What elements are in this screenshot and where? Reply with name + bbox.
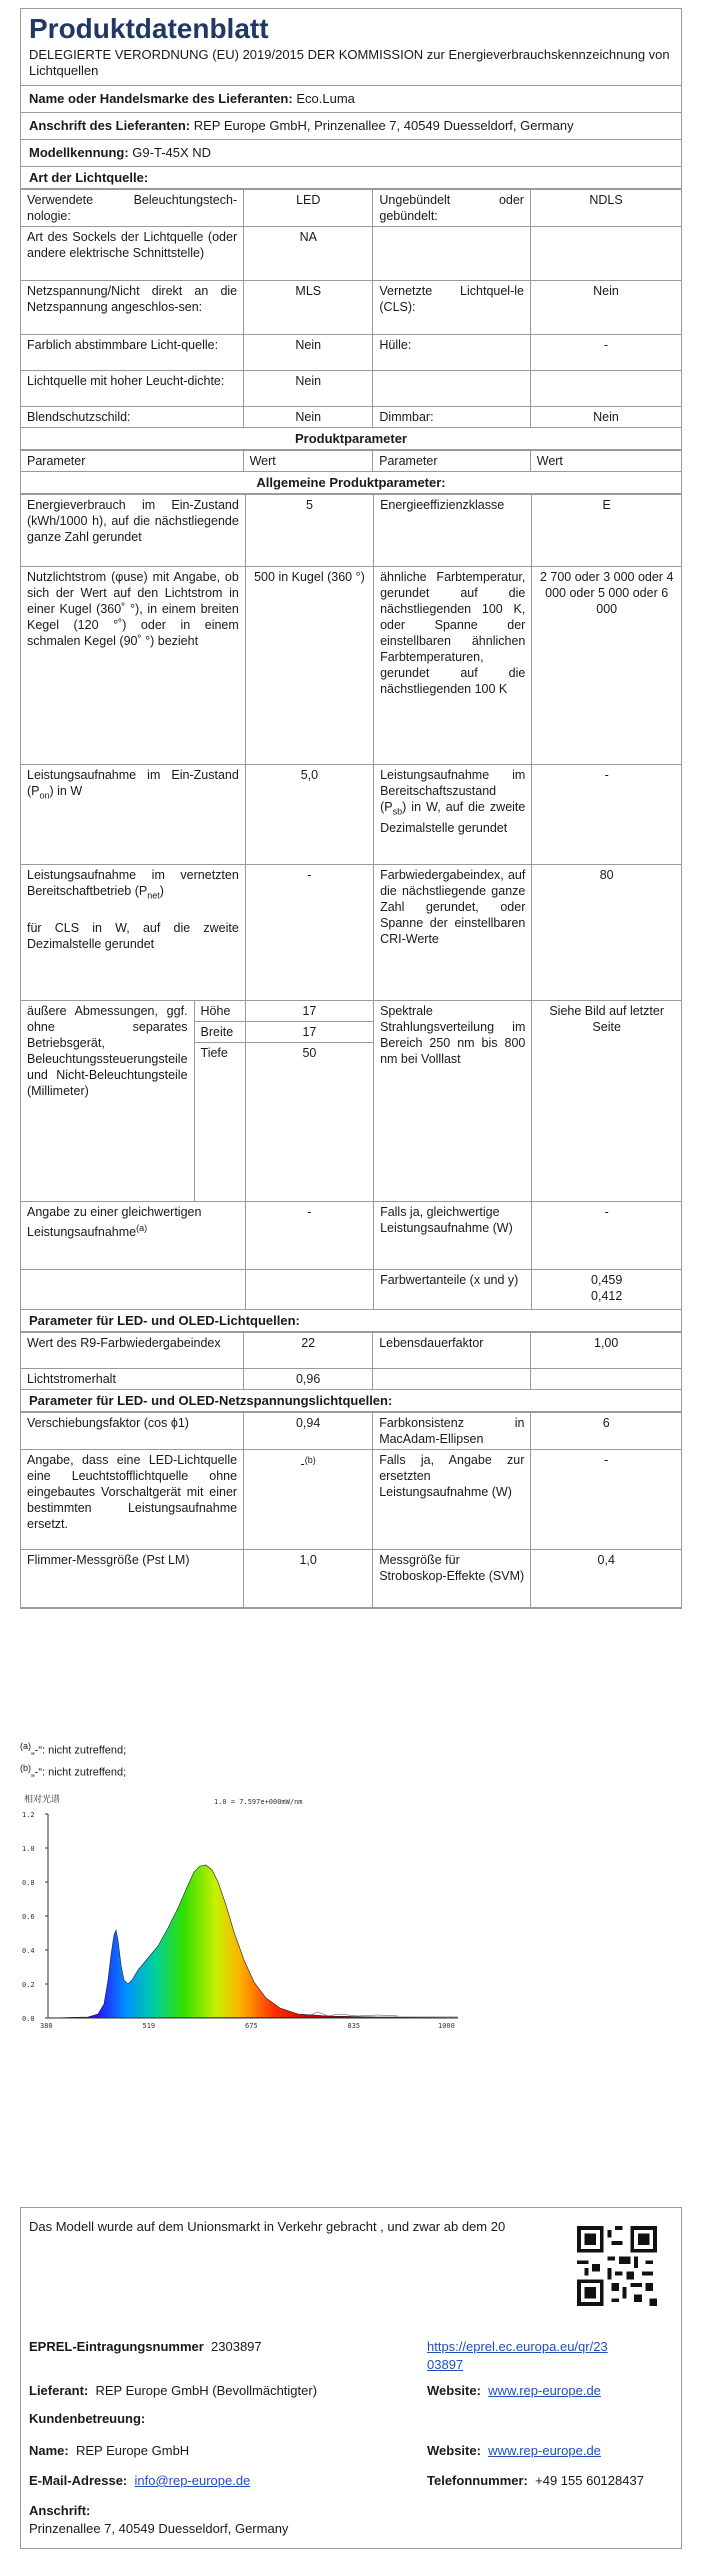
energy-class-label: Energieeffizienzklasse (374, 495, 532, 567)
x-tick-label: 519 (142, 2022, 156, 2030)
footer-website: Website: www.rep-europe.de (427, 2383, 601, 2398)
dimensions-label: äußere Abmessungen, ggf. ohne separates Betriebsgerät, Beleuchtungssteuerungsteile und Nicht-Beleuchtungsteile (Millimeter) (21, 1001, 194, 1201)
cri-label: Farbwiedergabeindex, auf die nächstliegende ganze Zahl gerundet, oder Spanne der einstellbaren CRI-Werte (374, 865, 532, 1001)
energy-class-value: E (532, 495, 681, 567)
type-value: Nein (244, 335, 373, 371)
power-net-value: - (245, 865, 373, 1001)
type-label: Netzspannung/Nicht direkt an die Netzspannung angeschlos-sen: (21, 281, 244, 335)
x-tick-label: 380 (40, 2022, 53, 2030)
spectral-distribution-value: Siehe Bild auf letzter Seite (532, 1001, 681, 1202)
table-row (21, 407, 681, 428)
parameter-header-table (21, 450, 681, 472)
flux-maintenance-value: 0,96 (244, 1369, 373, 1390)
email-link[interactable]: info@rep-europe.de (134, 2473, 251, 2488)
table-row (21, 567, 681, 765)
flicker-value: 1,0 (244, 1550, 373, 1608)
support-website-link[interactable]: www.rep-europe.de (488, 2443, 601, 2458)
replaced-power-label: Falls ja, Angabe zur ersetzten Leistungsaufnahme (W) (373, 1450, 531, 1550)
supplier-value: Eco.Luma (296, 91, 355, 106)
replaced-power-value: - (531, 1450, 681, 1550)
table-row (21, 1270, 681, 1310)
address-row (21, 113, 681, 140)
column-header: Wert (530, 451, 681, 472)
y-tick-label: 0.2 (22, 1981, 35, 1989)
x-ticks (40, 2022, 455, 2030)
type-value-2 (530, 227, 681, 281)
type-value-2: Nein (530, 407, 681, 428)
stroboscopic-label: Messgröße für Stroboskop-Effekte (SVM) (373, 1550, 531, 1608)
displacement-factor-value: 0,94 (244, 1413, 373, 1450)
support-name: Name: REP Europe GmbH (29, 2443, 190, 2458)
power-standby-value: - (532, 765, 681, 865)
table-row (21, 451, 681, 472)
y-tick-label: 0.6 (22, 1913, 35, 1921)
table-row (21, 1202, 681, 1270)
type-label: Lichtquelle mit hoher Leucht-dichte: (21, 371, 244, 407)
support-address: Anschrift: Prinzenallee 7, 40549 Duesseldorf, Germany (29, 2503, 289, 2536)
r9-label: Wert des R9-Farbwiedergabeindex (21, 1333, 244, 1369)
table-row (21, 335, 681, 371)
type-value: NA (244, 227, 373, 281)
equivalent-power-value-2: - (532, 1202, 681, 1270)
lifetime-factor-label: Lebensdauerfaktor (373, 1333, 531, 1369)
displacement-factor-label: Verschiebungsfaktor (cos ϕ1) (21, 1413, 244, 1450)
dimensions-cell (21, 1001, 245, 1202)
type-value-2 (530, 371, 681, 407)
color-temperature-label: ähnliche Farbtemperatur, gerundet auf die nächstliegenden 100 K, oder Spanne der einstellbaren ähnlichen Farbtemperaturen, gerundet auf die nächstliegenden 100 K (374, 567, 532, 765)
address-label: Anschrift des Lieferanten: (29, 118, 191, 133)
website-link[interactable]: www.rep-europe.de (488, 2383, 601, 2398)
power-on-value: 5,0 (245, 765, 373, 865)
supplier-row (21, 86, 681, 113)
general-parameters-band: Allgemeine Produktparameter: (21, 472, 681, 494)
cri-value: 80 (532, 865, 681, 1001)
replacement-claim-value: -$^{(b)}$ (244, 1450, 373, 1550)
table-row (21, 495, 681, 567)
type-value: LED (244, 190, 373, 227)
table-row (21, 1001, 681, 1202)
useful-flux-value: 500 in Kugel (360 °) (245, 567, 373, 765)
height-label: Höhe (194, 1001, 245, 1022)
support-email: E-Mail-Adresse: info@rep-europe.de (29, 2473, 251, 2488)
led-section-heading: Parameter für LED- und OLED-Lichtquellen: (21, 1310, 681, 1332)
footer-supplier: Lieferant: REP Europe GmbH (Bevollmächtigter) (29, 2383, 318, 2398)
depth-label: Tiefe (200, 1046, 228, 1060)
type-value: MLS (244, 281, 373, 335)
model-label: Modellkennung: (29, 145, 129, 160)
regulation-intro: DELEGIERTE VERORDNUNG (EU) 2019/2015 DER KOMMISSION zur Energieverbrauchskennzeichnung von Lichtquellen (21, 45, 681, 86)
table-row (21, 371, 681, 407)
equivalent-power-value: - (245, 1202, 373, 1270)
y-tick-label: 1.2 (22, 1811, 35, 1819)
mains-section-heading: Parameter für LED- und OLED-Netzspannungslichtquellen: (21, 1390, 681, 1412)
energy-consumption-label: Energieverbrauch im Ein-Zustand (kWh/1000 h), auf die nächstliegende ganze Zahl gerundet (21, 495, 245, 567)
y-tick-label: 0.8 (22, 1879, 35, 1887)
useful-flux-label: Nutzlichtstrom (φuse) mit Angabe, ob sich der Wert auf den Lichtstrom in einer Kugel (360˚ °), in einem breiten Kegel (120 °˚) oder in einem schmalen Kegel (90˚ °) bezieht (21, 567, 245, 765)
dimensions-table (21, 1001, 245, 1201)
power-on-label: Leistungsaufnahme im Ein-Zustand $(P_{on})$ in W (21, 765, 245, 865)
energy-consumption-value: 5 (245, 495, 373, 567)
led-parameter-table (21, 1332, 681, 1390)
product-datasheet (20, 8, 682, 1609)
type-value-2: Nein (530, 281, 681, 335)
type-label-2: Hülle: (373, 335, 531, 371)
footnote-a: $^{(a)}$„-“: nicht zutreffend; (20, 1741, 127, 1757)
y-ticks (22, 1811, 48, 2023)
table-row (21, 227, 681, 281)
type-label-2: Vernetzte Lichtquel-le (CLS): (373, 281, 531, 335)
type-label: Farblich abstimmbare Licht-quelle: (21, 335, 244, 371)
spectrum-y-label: 相对光谱 (24, 1795, 61, 1805)
chromaticity-label: Farbwertanteile (x und y) (374, 1270, 532, 1310)
type-value-2: NDLS (530, 190, 681, 227)
address-value: REP Europe GmbH, Prinzenallee 7, 40549 Duesseldorf, Germany (193, 118, 574, 133)
replacement-claim-label: Angabe, dass eine LED-Lichtquelle eine Leuchtstofflichtquelle ohne eingebautes Vorschaltgerät mit einer bestimmten Leistungsaufnahme ersetzt. (21, 1450, 244, 1550)
type-table (21, 189, 681, 428)
spectral-distribution-label: Spektrale Strahlungsverteilung im Bereich 250 nm bis 800 nm bei Volllast (374, 1001, 532, 1202)
equivalent-power-label: Angabe zu einer gleichwertigen Leistungsaufnahme$^{(a)}$ (21, 1202, 245, 1270)
table-row (21, 190, 681, 227)
market-text: Das Modell wurde auf dem Unionsmarkt in Verkehr gebracht , und zwar ab dem 20 (29, 2219, 506, 2234)
footnotes (20, 1738, 126, 1781)
footnote-b: $^{(b)}$„-“: nicht zutreffend; (20, 1762, 127, 1779)
supplier-label: Name oder Handelsmarke des Lieferanten: (29, 91, 293, 106)
support-website: Website: www.rep-europe.de (427, 2443, 601, 2458)
height-value: 17 (246, 1001, 373, 1022)
x-tick-label: 835 (347, 2022, 361, 2030)
support-heading: Kundenbetreuung: (29, 2411, 146, 2426)
type-label-2 (373, 371, 531, 407)
column-header: Parameter (21, 451, 243, 472)
width-value: 17 (246, 1022, 373, 1043)
lifetime-factor-value: 1,00 (531, 1333, 681, 1369)
type-label-2: Dimmbar: (373, 407, 531, 428)
eprel-link[interactable]: https://eprel.ec.europa.eu/qr/23 03897 (427, 2339, 608, 2372)
eprel-row: EPREL-Eintragungsnummer 2303897 (29, 2339, 262, 2354)
y-tick-label: 0.4 (22, 1947, 35, 1955)
table-row (21, 765, 681, 865)
table-row (21, 281, 681, 335)
type-label-2: Ungebündelt oder gebündelt: (373, 190, 531, 227)
column-header: Wert (243, 451, 373, 472)
type-label: Blendschutzschild: (21, 407, 244, 428)
x-tick-label: 675 (245, 2022, 258, 2030)
r9-value: 22 (244, 1333, 373, 1369)
chromaticity-value: 0,459 0,412 (532, 1270, 681, 1310)
dimensions-values-cell (245, 1001, 373, 1202)
equivalent-power-label-2: Falls ja, gleichwertige Leistungsaufnahme (W) (374, 1202, 532, 1270)
spectrum-curve (48, 1865, 458, 2018)
color-temperature-value: 2 700 oder 3 000 oder 4 000 oder 5 000 oder 6 000 (532, 567, 681, 765)
model-value: G9-T-45X ND (132, 145, 212, 160)
power-standby-label: Leistungsaufnahme im Bereitschaftszustand $(P_{sb})$ in W, auf die zweite Dezimalstelle gerundet (374, 765, 532, 865)
type-label: Verwendete Beleuchtungstech-nologie: (21, 190, 244, 227)
table-row (21, 1001, 245, 1022)
type-value: Nein (244, 371, 373, 407)
table-row (21, 865, 681, 1001)
product-parameters-band: Produktparameter (21, 428, 681, 450)
footer-panel (20, 2207, 682, 2549)
general-parameter-table (21, 494, 681, 1310)
width-label: Breite (194, 1022, 245, 1043)
color-consistency-label: Farbkonsistenz in MacAdam-Ellipsen (373, 1413, 531, 1450)
column-header: Parameter (373, 451, 531, 472)
page-title: Produktdatenblatt (29, 13, 269, 44)
model-row (21, 140, 681, 167)
x-tick-label: 1000 (438, 2022, 455, 2030)
table-row (21, 1550, 681, 1608)
table-row (21, 1450, 681, 1550)
table-row (21, 1413, 681, 1450)
table-row (21, 1369, 681, 1390)
type-value: Nein (244, 407, 373, 428)
type-section-heading: Art der Lichtquelle: (21, 167, 681, 189)
color-consistency-value: 6 (531, 1413, 681, 1450)
type-value-2: - (530, 335, 681, 371)
spectrum-annotation: 1.0 = 7.597e+000mW/nm (214, 1798, 303, 1806)
type-label-2 (373, 227, 531, 281)
depth-value: 50 (302, 1046, 317, 1060)
y-tick-label: 0.0 (22, 2015, 35, 2023)
power-net-label: Leistungsaufnahme im vernetzten Bereitschaftbetrieb $(P_{net})$ für CLS in W, auf die zweite Dezimalstelle gerundet (21, 865, 245, 1001)
support-phone: Telefonnummer: +49 155 60128437 (427, 2473, 644, 2488)
y-tick-label: 1.0 (22, 1845, 35, 1853)
type-label: Art des Sockels der Lichtquelle (oder andere elektrische Schnittstelle) (21, 227, 244, 281)
flicker-label: Flimmer-Messgröße (Pst LM) (21, 1550, 244, 1608)
qr-code-icon (577, 2226, 657, 2306)
stroboscopic-value: 0,4 (531, 1550, 681, 1608)
flux-maintenance-label: Lichtstromerhalt (21, 1369, 244, 1390)
mains-parameter-table (21, 1412, 681, 1608)
table-row (21, 1333, 681, 1369)
spectrum-chart (18, 1790, 458, 2030)
